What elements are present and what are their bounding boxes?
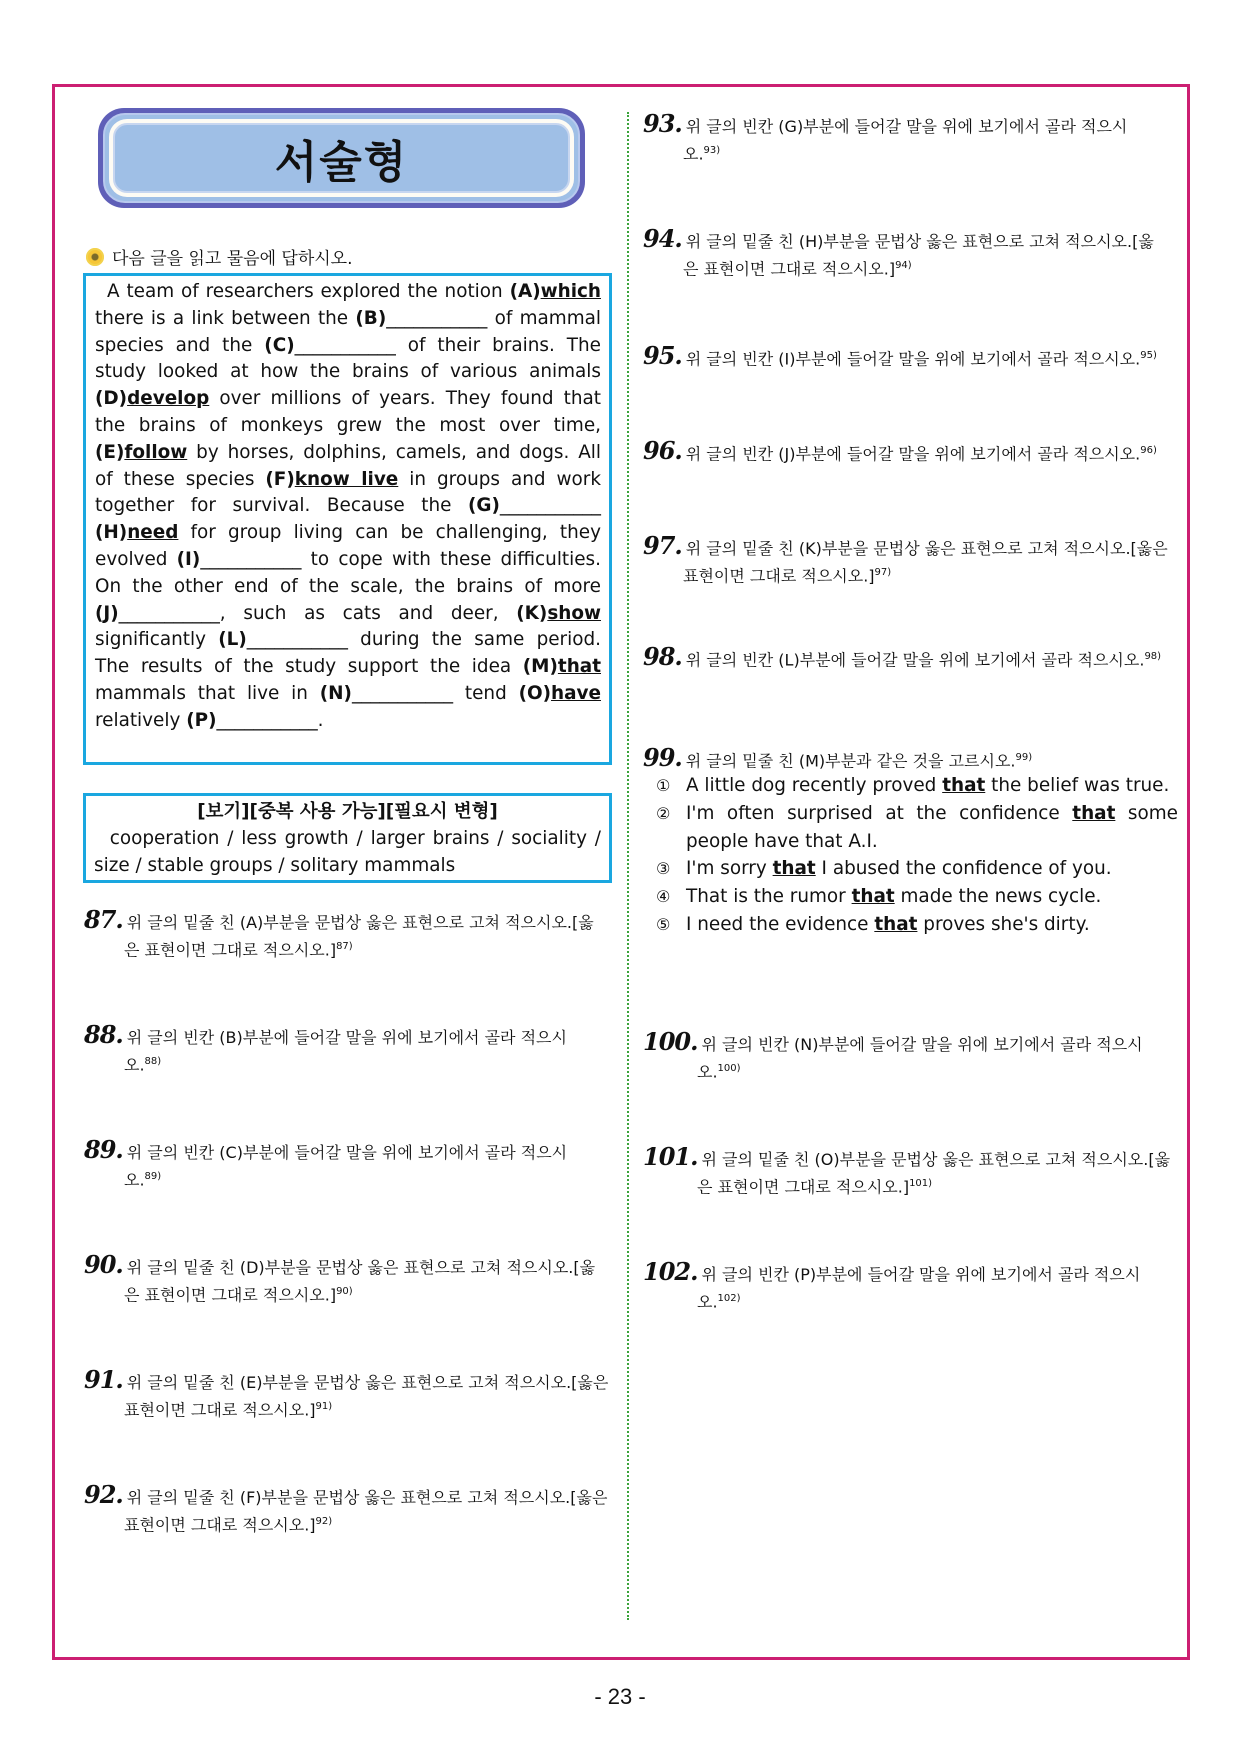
passage-text: ___________ of mammal species and the [95, 307, 601, 356]
option-2[interactable]: ② I'm often surprised at the confidence that some people have that A.I. [656, 802, 1178, 852]
blank-label: (D) [95, 388, 128, 410]
passage-text: by horses, dolphins, camels, and dogs. All of these species [95, 441, 601, 490]
passage-text: ___________, such as cats and deer, [118, 602, 517, 624]
question-90: 90. 위 글의 밑줄 친 (D)부분을 문법상 옳은 표현으로 고쳐 적으시오.[옳 은 표현이면 그대로 적으시오.]$^{90)}$ [84, 1250, 596, 1305]
passage-text: A team of researchers explored the notion [107, 281, 510, 302]
underlined-word: develop [127, 388, 210, 410]
question-92: 92. 위 글의 밑줄 친 (F)부분을 문법상 옳은 표현으로 고쳐 적으시오.[옳은 표현이면 그대로 적으시오.]$^{92)}$ [84, 1480, 608, 1535]
word-bank-heading: [보기][중복 사용 가능][필요시 변형] [197, 801, 498, 822]
blank-label: (B) [355, 307, 387, 329]
question-87: 87. 위 글의 밑줄 친 (A)부분을 문법상 옳은 표현으로 고쳐 적으시오.[옳 은 표현이면 그대로 적으시오.]$^{87)}$ [84, 905, 594, 960]
question-95: 95. 위 글의 빈칸 (I)부분에 들어갈 말을 위에 보기에서 골라 적으시오.$^{95)}$ [643, 341, 1157, 371]
blank-label: (L) [218, 629, 247, 651]
underlined-word: follow [124, 441, 188, 463]
blank-label: (H) [95, 522, 128, 544]
blank-label: (K) [516, 602, 548, 624]
q99-options [650, 772, 1178, 939]
blank-label: (C) [264, 334, 295, 356]
underlined-word: which [540, 281, 601, 302]
blank-label: (E) [95, 441, 125, 463]
flower-bullet-icon [86, 248, 104, 266]
blank-label: (F) [265, 468, 295, 490]
passage-text: relatively [95, 709, 187, 731]
option-5[interactable]: ⑤ I need the evidence that proves she's dirty. [656, 913, 1090, 935]
underlined-word: that [557, 656, 601, 678]
question-98: 98. 위 글의 빈칸 (L)부분에 들어갈 말을 위에 보기에서 골라 적으시오.$^{98)}$ [643, 642, 1162, 672]
question-99: 99. 위 글의 밑줄 친 (M)부분과 같은 것을 고르시오.$^{99)}$ [643, 743, 1033, 773]
question-93: 93. 위 글의 빈칸 (G)부분에 들어갈 말을 위에 보기에서 골라 적으시 오.$^{93)}$ [643, 109, 1128, 164]
instruction-text: 다음 글을 읽고 물음에 답하시오. [112, 249, 353, 269]
question-102: 102. 위 글의 빈칸 (P)부분에 들어갈 말을 위에 보기에서 골라 적으시 오.$^{102)}$ [643, 1257, 1141, 1312]
word-bank-words: cooperation / less growth / larger brains / sociality / size / stable groups / solitary mammals [94, 828, 601, 876]
blank-label: (J) [95, 602, 119, 624]
page-number: - 23 - [594, 1684, 646, 1709]
question-96: 96. 위 글의 빈칸 (J)부분에 들어갈 말을 위에 보기에서 골라 적으시오.$^{96)}$ [643, 436, 1157, 466]
passage-text: in groups and work together for survival. Because the [95, 468, 602, 517]
instruction-line [86, 244, 353, 269]
passage-text: there is a link between the [95, 307, 356, 329]
passage-text: ___________ [499, 495, 601, 517]
passage-text: ___________ during the same period. The results of the study support the idea [95, 629, 601, 678]
passage-text: mammals that live in [95, 682, 320, 704]
question-91: 91. 위 글의 밑줄 친 (E)부분을 문법상 옳은 표현으로 고쳐 적으시오.[옳은 표현이면 그대로 적으시오.]$^{91)}$ [84, 1365, 609, 1420]
option-3[interactable]: ③ I'm sorry that I abused the confidence of you. [656, 858, 1112, 880]
question-100: 100. 위 글의 빈칸 (N)부분에 들어갈 말을 위에 보기에서 골라 적으시 오.$^{100)}$ [643, 1027, 1143, 1082]
option-4[interactable]: ④ That is the rumor that made the news cycle. [656, 886, 1102, 908]
column-divider [627, 112, 629, 1620]
section-title: 서술형 [274, 137, 409, 188]
blank-label: (N) [319, 682, 352, 704]
blank-label: (I) [176, 548, 201, 570]
blank-label: (M) [522, 656, 558, 678]
question-97: 97. 위 글의 밑줄 친 (K)부분을 문법상 옳은 표현으로 고쳐 적으시오.[옳은 표현이면 그대로 적으시오.]$^{97)}$ [643, 531, 1168, 586]
underlined-word: need [127, 522, 179, 544]
passage-text: significantly [95, 629, 219, 651]
underlined-word: have [551, 682, 601, 704]
reading-passage [83, 273, 612, 765]
passage-text: for group living can be challenging, they evolved [95, 522, 601, 570]
word-bank-box [83, 793, 612, 883]
section-header-badge [98, 108, 585, 208]
passage-text: ___________ of their brains. The study looked at how the brains of various animals [95, 334, 601, 383]
question-89: 89. 위 글의 빈칸 (C)부분에 들어갈 말을 위에 보기에서 골라 적으시 오.$^{89)}$ [84, 1135, 568, 1190]
passage-text: ___________. [216, 709, 324, 731]
question-94: 94. 위 글의 밑줄 친 (H)부분을 문법상 옳은 표현으로 고쳐 적으시오.[옳 은 표현이면 그대로 적으시오.]$^{94)}$ [643, 224, 1154, 279]
question-88: 88. 위 글의 빈칸 (B)부분에 들어갈 말을 위에 보기에서 골라 적으시 오.$^{88)}$ [84, 1020, 567, 1075]
blank-label: (A) [509, 281, 541, 302]
question-101: 101. 위 글의 밑줄 친 (O)부분을 문법상 옳은 표현으로 고쳐 적으시오.[옳 은 표현이면 그대로 적으시오.]$^{101)}$ [643, 1142, 1171, 1197]
underlined-word: know live [294, 468, 399, 490]
option-1[interactable]: ① A little dog recently proved that the belief was true. [656, 775, 1170, 796]
passage-text: ___________ to cope with these difficulties. On the other end of the scale, the brains of more [95, 548, 601, 597]
passage-text: over millions of years. They found that the brains of monkeys grew the most over time, [95, 388, 601, 436]
blank-label: (O) [518, 682, 552, 704]
passage-text: ___________ tend [351, 682, 519, 704]
blank-label: (P) [186, 709, 217, 731]
underlined-word: show [547, 602, 601, 624]
blank-label: (G) [467, 495, 500, 517]
